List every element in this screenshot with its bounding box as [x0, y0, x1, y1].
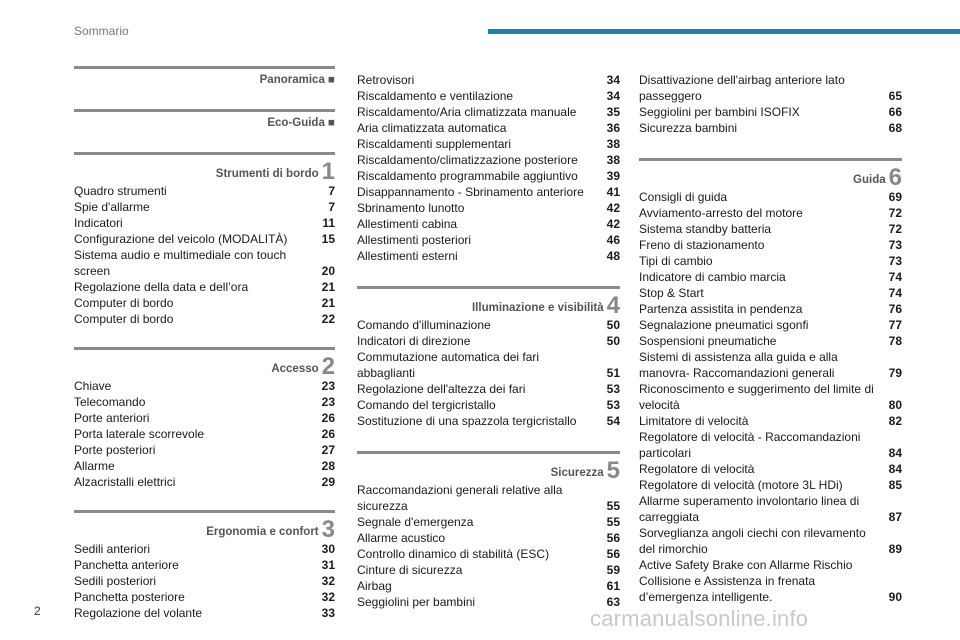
toc-entry[interactable]	[639, 221, 902, 237]
toc-entry[interactable]	[357, 248, 620, 264]
toc-entry-text: Sistema standby batteria	[639, 222, 772, 236]
toc-entry-text: Regolatore di velocità	[639, 462, 755, 476]
toc-entry-text: Regolatore di velocità - Raccomandazioni particolari	[639, 430, 861, 460]
toc-entry-text: Sistemi di assistenza alla guida e alla manovra- Raccomandazioni generali	[639, 350, 838, 380]
toc-entry-text: Computer di bordo	[74, 296, 174, 310]
toc-entry-text: Regolazione del volante	[74, 606, 203, 620]
toc-entry-page: 41	[606, 185, 620, 199]
toc-entry-text: Indicatori di direzione	[357, 334, 471, 348]
section-heading[interactable]	[74, 152, 335, 185]
toc-section	[357, 286, 620, 429]
toc-entry[interactable]	[639, 301, 902, 317]
toc-entry[interactable]	[639, 269, 902, 285]
toc-entry[interactable]	[74, 199, 335, 215]
toc-column-2	[357, 72, 620, 610]
toc-entry-page: 32	[321, 574, 335, 588]
toc-entry-text: Seggiolini per bambini ISOFIX	[639, 105, 800, 119]
toc-entry[interactable]	[74, 295, 335, 311]
toc-entry-page: 59	[606, 563, 620, 577]
toc-entry[interactable]	[74, 573, 335, 589]
toc-entry[interactable]	[357, 317, 620, 333]
toc-entry[interactable]	[357, 232, 620, 248]
toc-column-1	[74, 66, 335, 621]
toc-entry-text: Limitatore di velocità	[639, 414, 749, 428]
section-title: Eco-Guida	[267, 117, 325, 129]
toc-entry-page: 26	[321, 411, 335, 425]
toc-entry-page: 28	[321, 459, 335, 473]
toc-entry-page: 42	[606, 201, 620, 215]
toc-entry-page: 27	[321, 443, 335, 457]
toc-entry-page: 53	[606, 398, 620, 412]
toc-entry[interactable]	[74, 426, 335, 442]
toc-entry-text: Segnale d'emergenza	[357, 515, 474, 529]
toc-entry-text: Disattivazione dell'airbag anteriore lato passeggero	[639, 73, 845, 103]
toc-entry-page: 72	[888, 206, 902, 220]
toc-entry[interactable]	[639, 525, 902, 557]
toc-entry-page: 50	[606, 334, 620, 348]
toc-entry-text: Retrovisori	[357, 73, 415, 87]
toc-entry-text: Tipi di cambio	[639, 254, 713, 268]
toc-section	[74, 510, 335, 621]
toc-entry[interactable]	[74, 311, 335, 327]
toc-entry-text: Chiave	[74, 379, 112, 393]
toc-entry-text: Commutazione automatica dei fari abbaglianti	[357, 350, 540, 380]
toc-entry[interactable]	[357, 562, 620, 578]
toc-entry-text: Allestimenti cabina	[357, 217, 458, 231]
toc-entry[interactable]	[639, 461, 902, 477]
toc-entry[interactable]	[639, 285, 902, 301]
section-number: 5	[606, 457, 620, 484]
toc-entry-page: 63	[606, 595, 620, 609]
toc-entry-text: Computer di bordo	[74, 312, 174, 326]
toc-entry-text: Alzacristalli elettrici	[74, 475, 176, 489]
toc-entry-page: 53	[606, 382, 620, 396]
toc-entry[interactable]	[74, 541, 335, 557]
toc-entry[interactable]	[639, 72, 902, 104]
toc-entry-page: 66	[888, 105, 902, 119]
toc-entry[interactable]	[74, 442, 335, 458]
section-title: Strumenti di bordo	[215, 168, 319, 180]
toc-entry-text: Configurazione del veicolo (MODALITÀ)	[74, 232, 288, 246]
toc-section	[639, 72, 902, 136]
toc-entry[interactable]	[357, 184, 620, 200]
toc-entry-text: Disappannamento - Sbrinamento anteriore	[357, 185, 584, 199]
toc-entry[interactable]	[74, 215, 335, 231]
toc-entry[interactable]	[74, 458, 335, 474]
toc-entry-text: Allarme	[74, 459, 115, 473]
toc-entry[interactable]	[357, 216, 620, 232]
toc-entry-text: Cinture di sicurezza	[357, 563, 463, 577]
toc-entry[interactable]	[639, 205, 902, 221]
toc-entry[interactable]	[357, 152, 620, 168]
toc-entry-page: 78	[888, 334, 902, 348]
toc-entry-page: 55	[606, 515, 620, 529]
toc-entry[interactable]	[74, 474, 335, 490]
toc-entry-page: 21	[321, 296, 335, 310]
section-marker-icon: ■	[328, 74, 335, 86]
toc-entry[interactable]	[357, 72, 620, 88]
toc-entry[interactable]	[639, 429, 902, 461]
toc-entry-page: 22	[321, 312, 335, 326]
toc-entry-text: Regolazione della data e dell’ora	[74, 280, 249, 294]
toc-entry-page: 39	[606, 169, 620, 183]
toc-entry-page: 65	[888, 89, 902, 103]
toc-entry-page: 36	[606, 121, 620, 135]
toc-entry-page: 85	[888, 478, 902, 492]
toc-entry-text: Sedili posteriori	[74, 574, 157, 588]
toc-entry-page: 7	[328, 200, 335, 214]
toc-entry-text: Spie d'allarme	[74, 200, 150, 214]
page-number: 2	[34, 604, 41, 618]
section-title: Illuminazione e visibilità	[471, 302, 604, 314]
toc-entry-page: 35	[606, 105, 620, 119]
toc-entry-page: 79	[888, 366, 902, 380]
toc-entry-text: Allarme superamento involontario linea di carreggiata	[639, 494, 860, 524]
toc-entry-page: 31	[321, 558, 335, 572]
toc-entry-text: Comando d'illuminazione	[357, 318, 491, 332]
toc-entry-text: Sistema audio e multimediale con touch screen	[74, 248, 287, 278]
toc-entry-text: Sbrinamento lunotto	[357, 201, 465, 215]
toc-entry-text: Porta laterale scorrevole	[74, 427, 205, 441]
toc-entry-text: Panchetta posteriore	[74, 590, 185, 604]
toc-entry-page: 69	[888, 190, 902, 204]
toc-entry-text: Porte posteriori	[74, 443, 156, 457]
toc-entry[interactable]	[357, 594, 620, 610]
toc-entry-page: 74	[888, 286, 902, 300]
toc-entry[interactable]	[357, 578, 620, 594]
toc-entry[interactable]	[639, 381, 902, 413]
watermark: carmanualsonline.info	[590, 606, 809, 631]
toc-entry[interactable]	[357, 482, 620, 514]
toc-section	[639, 158, 902, 605]
section-title: Ergonomia e confort	[206, 526, 319, 538]
toc-entry[interactable]	[357, 397, 620, 413]
toc-entry-page: 7	[328, 184, 335, 198]
toc-entry-text: Allestimenti esterni	[357, 249, 458, 263]
toc-entry-page: 48	[606, 249, 620, 263]
section-heading[interactable]	[74, 510, 335, 543]
toc-entry-text: Segnalazione pneumatici sgonfi	[639, 318, 809, 332]
section-number: 4	[606, 292, 620, 319]
toc-entry-text: Riscaldamento e ventilazione	[357, 89, 514, 103]
toc-entry[interactable]	[357, 136, 620, 152]
toc-entry[interactable]	[639, 317, 902, 333]
toc-section	[357, 72, 620, 264]
toc-entry-text: Riscaldamento programmabile aggiuntivo	[357, 169, 578, 183]
toc-entry-page: 73	[888, 238, 902, 252]
toc-entry-text: Sedili anteriori	[74, 542, 151, 556]
toc-entry[interactable]	[639, 253, 902, 269]
toc-entry[interactable]	[357, 200, 620, 216]
toc-entry-page: 20	[321, 264, 335, 278]
toc-entry[interactable]	[74, 605, 335, 621]
toc-entry-page: 51	[606, 366, 620, 380]
toc-entry-page: 50	[606, 318, 620, 332]
toc-entry-page: 46	[606, 233, 620, 247]
toc-entry[interactable]	[357, 120, 620, 136]
toc-entry-text: Riscaldamento/climatizzazione posteriore	[357, 153, 578, 167]
toc-entry-page: 82	[888, 414, 902, 428]
toc-entry-page: 30	[321, 542, 335, 556]
toc-column-3	[639, 72, 902, 605]
toc-entry[interactable]	[357, 104, 620, 120]
header-accent-bar	[488, 29, 960, 34]
section-number: 6	[888, 164, 902, 191]
toc-entry-text: Seggiolini per bambini	[357, 595, 476, 609]
toc-entry-text: Partenza assistita in pendenza	[639, 302, 803, 316]
toc-entry-page: 84	[888, 462, 902, 476]
toc-entry-page: 23	[321, 379, 335, 393]
section-heading[interactable]	[639, 158, 902, 191]
toc-entry-page: 29	[321, 475, 335, 489]
toc-entry-text: Indicatore di cambio marcia	[639, 270, 786, 284]
toc-entry-text: Comando del tergicristallo	[357, 398, 496, 412]
toc-entry[interactable]	[74, 231, 335, 247]
toc-entry-page: 15	[321, 232, 335, 246]
section-title: Accesso	[271, 363, 319, 375]
toc-entry[interactable]	[639, 237, 902, 253]
section-title: Panoramica	[259, 74, 325, 86]
toc-entry[interactable]	[639, 104, 902, 120]
toc-entry[interactable]	[74, 589, 335, 605]
toc-entry-text: Sorveglianza angoli ciechi con rilevamento del rimorchio	[639, 526, 866, 556]
toc-entry-text: Avviamento-arresto del motore	[639, 206, 803, 220]
toc-entry-page: 54	[606, 414, 620, 428]
section-heading-panoramica[interactable]	[74, 66, 335, 91]
toc-entry-page: 76	[888, 302, 902, 316]
toc-entry-text: Aria climatizzata automatica	[357, 121, 507, 135]
toc-entry-page: 73	[888, 254, 902, 268]
toc-entry-page: 80	[888, 398, 902, 412]
toc-entry-text: Porte anteriori	[74, 411, 150, 425]
toc-entry[interactable]	[639, 349, 902, 381]
toc-entry[interactable]	[357, 413, 620, 429]
toc-entry[interactable]	[357, 333, 620, 349]
section-number: 3	[321, 516, 335, 543]
toc-entry[interactable]	[639, 189, 902, 205]
toc-entry-page: 56	[606, 547, 620, 561]
toc-entry-page: 42	[606, 217, 620, 231]
toc-entry[interactable]	[357, 381, 620, 397]
toc-entry-page: 87	[888, 510, 902, 524]
toc-section	[357, 451, 620, 610]
section-number: 2	[321, 353, 335, 380]
toc-entry[interactable]	[639, 333, 902, 349]
toc-entry-page: 11	[322, 216, 335, 230]
section-heading[interactable]	[74, 347, 335, 380]
toc-section	[74, 347, 335, 490]
toc-entry-page: 90	[888, 590, 902, 604]
toc-entry-text: Freno di stazionamento	[639, 238, 765, 252]
toc-entry[interactable]	[357, 530, 620, 546]
toc-entry-text: Allarme acustico	[357, 531, 446, 545]
toc-entry[interactable]	[357, 514, 620, 530]
toc-entry-text: Regolatore di velocità (motore 3L HDi)	[639, 478, 843, 492]
toc-entry-text: Regolazione dell'altezza dei fari	[357, 382, 526, 396]
toc-entry[interactable]	[639, 557, 902, 605]
toc-entry-page: 21	[321, 280, 335, 294]
toc-entry-text: Indicatori	[74, 216, 123, 230]
toc-entry-page: 61	[606, 579, 620, 593]
toc-entry-page: 34	[606, 89, 620, 103]
toc-entry-page: 34	[606, 73, 620, 87]
toc-entry-page: 32	[321, 590, 335, 604]
toc-entry-page: 55	[606, 499, 620, 513]
toc-entry-page: 77	[888, 318, 902, 332]
toc-entry[interactable]	[639, 493, 902, 525]
toc-entry[interactable]	[74, 394, 335, 410]
toc-entry-page: 38	[606, 137, 620, 151]
toc-entry-text: Panchetta anteriore	[74, 558, 179, 572]
toc-entry-page: 84	[888, 446, 902, 460]
toc-entry-text: Sostituzione di una spazzola tergicristallo	[357, 414, 577, 428]
section-number: 1	[321, 158, 335, 185]
toc-entry-text: Telecomando	[74, 395, 146, 409]
toc-entry-text: Stop & Start	[639, 286, 704, 300]
toc-entry[interactable]	[74, 378, 335, 394]
toc-entry[interactable]	[639, 413, 902, 429]
toc-entry[interactable]	[74, 410, 335, 426]
section-heading[interactable]	[357, 451, 620, 484]
section-heading[interactable]	[357, 286, 620, 319]
toc-entry-text: Sicurezza bambini	[639, 121, 738, 135]
toc-entry[interactable]	[357, 168, 620, 184]
toc-entry-page: 74	[888, 270, 902, 284]
section-title: Guida	[853, 174, 886, 186]
page-header-title: Sommario	[74, 24, 129, 38]
toc-entry-page: 33	[321, 606, 335, 620]
toc-section	[74, 152, 335, 327]
toc-entry-page: 68	[888, 121, 902, 135]
toc-entry-text: Riscaldamenti supplementari	[357, 137, 512, 151]
toc-entry-text: Consigli di guida	[639, 190, 728, 204]
section-title: Sicurezza	[550, 467, 604, 479]
toc-entry-page: 23	[321, 395, 335, 409]
toc-entry-page: 38	[606, 153, 620, 167]
section-marker-icon: ■	[328, 117, 335, 129]
toc-entry[interactable]	[74, 279, 335, 295]
toc-entry-page: 89	[888, 542, 902, 556]
toc-entry-text: Sospensioni pneumatiche	[639, 334, 777, 348]
toc-entry[interactable]	[639, 477, 902, 493]
toc-entry-text: Riconoscimento e suggerimento del limite di velocità	[639, 382, 874, 412]
toc-entry-text: Raccomandazioni generali relative alla sicurezza	[357, 483, 563, 513]
toc-entry[interactable]	[357, 546, 620, 562]
toc-entry[interactable]	[74, 557, 335, 573]
toc-entry-page: 56	[606, 531, 620, 545]
toc-entry-page: 72	[888, 222, 902, 236]
toc-entry-text: Riscaldamento/Aria climatizzata manuale	[357, 105, 577, 119]
toc-entry[interactable]	[357, 349, 620, 381]
toc-entry-text: Airbag	[357, 579, 392, 593]
toc-entry[interactable]	[74, 183, 335, 199]
toc-entry-text: Quadro strumenti	[74, 184, 167, 198]
toc-entry-page: 26	[321, 427, 335, 441]
toc-entry[interactable]	[74, 247, 335, 279]
section-heading-ecoguida[interactable]	[74, 109, 335, 134]
toc-entry-text: Active Safety Brake con Allarme Rischio Collisione e Assistenza in frenata d’emergenza intelligente.	[639, 558, 853, 604]
toc-entry[interactable]	[357, 88, 620, 104]
toc-entry-text: Controllo dinamico di stabilità (ESC)	[357, 547, 550, 561]
toc-entry-text: Allestimenti posteriori	[357, 233, 472, 247]
toc-entry[interactable]	[639, 120, 902, 136]
